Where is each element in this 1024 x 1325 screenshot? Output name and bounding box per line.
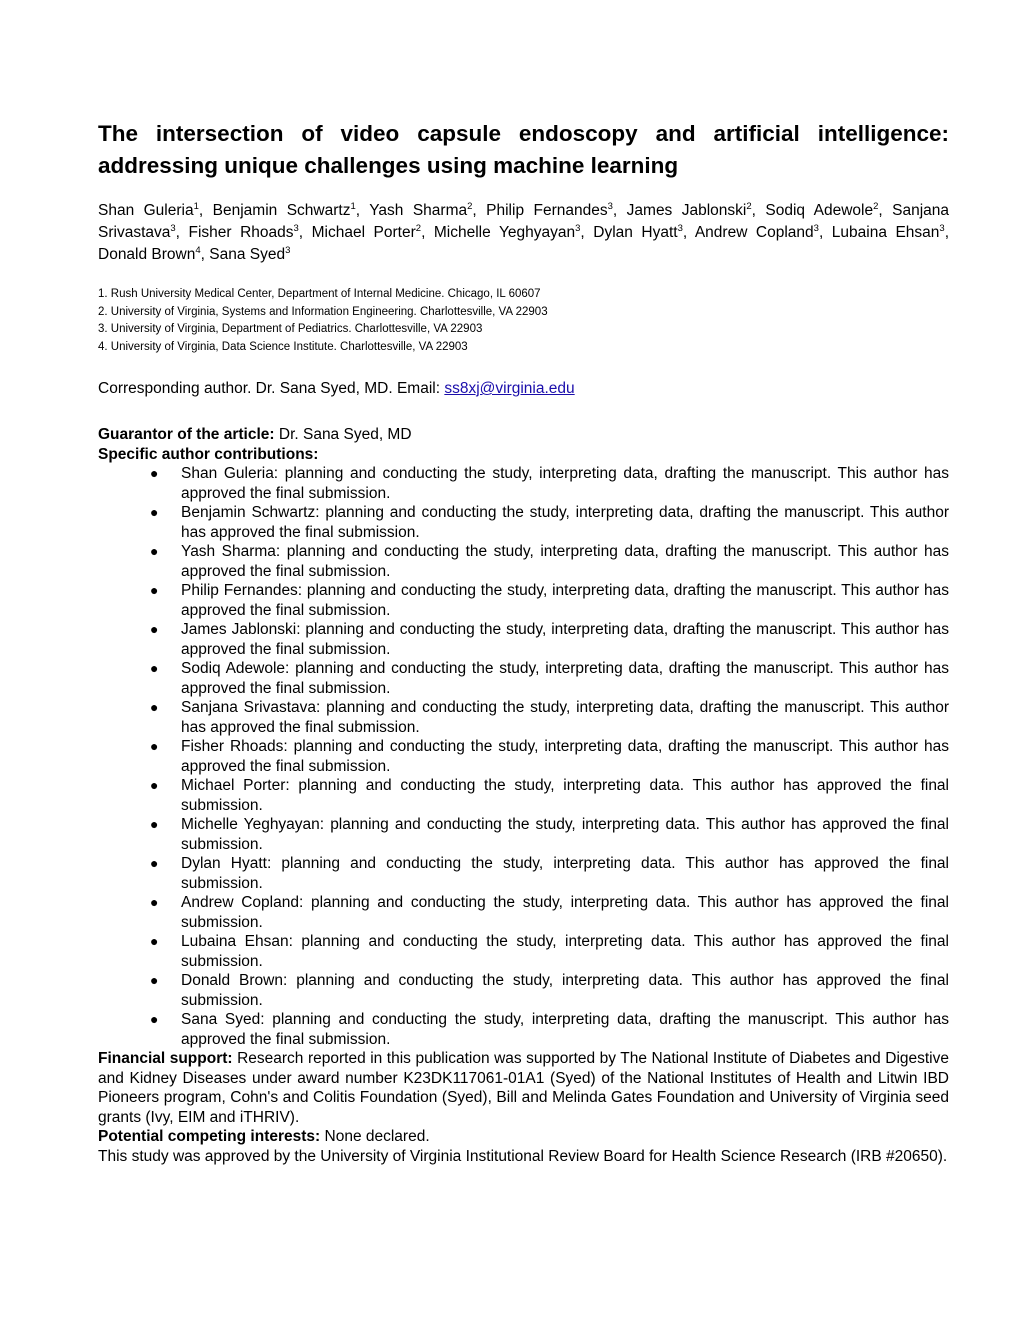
bullet-icon: ●	[150, 621, 159, 637]
author-affiliation-marker: 3	[677, 222, 683, 234]
affiliation-item: 1. Rush University Medical Center, Department of Internal Medicine. Chicago, IL 60607	[98, 288, 541, 300]
corresponding-author-text: Corresponding author. Dr. Sana Syed, MD. Email:	[98, 380, 445, 397]
contributions-heading: Specific author contributions:	[98, 445, 319, 463]
author-name: Sodiq Adewole	[765, 202, 874, 219]
author-name: Michelle Yeghyayan	[433, 224, 576, 241]
author-affiliation-marker: 2	[746, 200, 752, 212]
bullet-icon: ●	[150, 894, 159, 910]
author-name: Michael Porter	[311, 224, 416, 241]
bullet-icon: ●	[150, 465, 159, 481]
author-name: Philip Fernandes	[486, 202, 608, 219]
author-info-block	[98, 425, 949, 1166]
author-affiliation-marker: 3	[285, 244, 291, 256]
paper-title: The intersection of video capsule endoscopy and artificial intelligence: addressing unique challenges using machine learning	[98, 121, 949, 178]
bullet-icon: ●	[150, 1011, 159, 1027]
bullet-icon: ●	[150, 543, 159, 559]
author-affiliation-marker: 2	[415, 222, 422, 234]
contribution-text: Shan Guleria: planning and conducting the study, interpreting data, drafting the manuscript. This author has approved the final submission.	[181, 465, 949, 502]
corresponding-author	[98, 378, 949, 400]
author-affiliation-marker: 3	[939, 222, 945, 234]
affiliation-item: 2. University of Virginia, Systems and Information Engineering. Charlottesville, VA 22903	[98, 305, 548, 318]
contribution-text: Michael Porter: planning and conducting the study, interpreting data. This author has approved the final submission.	[181, 777, 949, 814]
bullet-icon: ●	[150, 582, 159, 598]
affiliation-item: 4. University of Virginia, Data Science Institute. Charlottesville, VA 22903	[98, 340, 468, 353]
financial-support	[98, 1049, 949, 1127]
contribution-text: Philip Fernandes: planning and conducting the study, interpreting data, drafting the manuscript. This author has approved the final submission.	[181, 582, 949, 619]
author-affiliation-marker: 3	[607, 200, 613, 212]
affiliation-list	[98, 286, 949, 356]
author-name: Yash Sharma	[369, 202, 468, 219]
contribution-item	[98, 620, 949, 659]
author-affiliation-marker: 2	[873, 200, 879, 212]
irb-statement: This study was approved by the University of Virginia Institutional Review Board for Health Science Research (IRB #20650).	[98, 1147, 948, 1165]
author-name: Sana Syed	[209, 246, 286, 263]
contribution-item	[98, 932, 949, 971]
contribution-text: Donald Brown: planning and conducting the study, interpreting data. This author has approved the final submission.	[181, 972, 949, 1009]
contribution-item	[98, 581, 949, 620]
author-name: Dylan Hyatt	[593, 224, 678, 241]
guarantor-value: Dr. Sana Syed, MD	[274, 426, 412, 443]
bullet-icon: ●	[150, 972, 159, 988]
author-name: Andrew Copland	[694, 224, 814, 241]
contribution-text: Dylan Hyatt: planning and conducting the study, interpreting data. This author has approved the final submission.	[181, 855, 949, 892]
contribution-text: Fisher Rhoads: planning and conducting the study, interpreting data, drafting the manuscript. This author has approved the final submission.	[181, 738, 949, 775]
bullet-icon: ●	[150, 660, 159, 676]
contribution-item	[98, 854, 949, 893]
author-affiliation-marker: 1	[350, 200, 356, 212]
competing-label: Potential competing interests:	[98, 1128, 321, 1145]
contribution-text: Sanjana Srivastava: planning and conducting the study, interpreting data, drafting the manuscript. This author has approved the final submission.	[181, 699, 949, 736]
contribution-item	[98, 737, 949, 776]
email-link[interactable]: ss8xj@virginia.edu	[444, 380, 575, 397]
author-name: Benjamin Schwartz	[212, 202, 351, 219]
author-affiliation-marker: 3	[293, 222, 299, 234]
contribution-text: James Jablonski: planning and conducting the study, interpreting data, drafting the manuscript. This author has approved the final submission.	[181, 621, 949, 658]
contribution-item	[98, 698, 949, 737]
competing-interests	[98, 1127, 949, 1147]
contribution-text: Andrew Copland: planning and conducting the study, interpreting data. This author has approved the final submission.	[181, 894, 949, 931]
author-affiliation-marker: 4	[195, 244, 201, 256]
author-affiliation-marker: 2	[467, 200, 473, 212]
author-affiliation-marker: 3	[813, 222, 819, 234]
author-name: Donald Brown	[98, 246, 196, 263]
author-name: Shan Guleria	[98, 202, 194, 219]
contribution-item	[98, 776, 949, 815]
contribution-item	[98, 464, 949, 503]
contribution-item	[98, 971, 949, 1010]
author-affiliation-marker: 3	[575, 222, 581, 234]
financial-text: Research reported in this publication was supported by The National Institute of Diabetes and Digestive and Kidney Diseases under award number K23DK117061-01A1 (Syed) of the National Institutes of Health and Litwin IBD Pioneers program, Cohn's and Colitis Foundation (Syed), Bill and Melinda Gates Foundation and University of Virginia seed grants (Ivy, EIM and iTHRIV).	[98, 1050, 949, 1126]
author-name: James Jablonski	[626, 202, 747, 219]
author-affiliation-marker: 1	[193, 200, 199, 212]
guarantor-line	[98, 425, 949, 445]
bullet-icon: ●	[150, 855, 159, 871]
author-list: Shan Guleria$^1$, Benjamin Schwartz$^1$, Yash Sharma$^2$, Philip Fernandes$^3$, James Jablonski$^2$, Sodiq Adewole$^2$, Sanjana Srivastava$^3$, Fisher Rhoads$^3$, Michael Porter$^2$, Michelle Yeghyayan$^3$, Dylan Hyatt$^3$, Andrew Copland$^3$, Lubaina Ehsan$^3$, Donald Brown$^4$, Sana Syed$^3$	[98, 200, 950, 263]
contribution-item	[98, 542, 949, 581]
contribution-item	[98, 659, 949, 698]
contribution-item	[98, 815, 949, 854]
contributions-list	[98, 464, 949, 1049]
bullet-icon: ●	[150, 699, 159, 715]
author-name: Sanjana Srivastava	[98, 202, 950, 241]
bullet-icon: ●	[150, 777, 159, 793]
competing-value: None declared.	[320, 1128, 430, 1145]
contribution-text: Lubaina Ehsan: planning and conducting the study, interpreting data. This author has approved the final submission.	[181, 933, 949, 970]
bullet-icon: ●	[150, 816, 159, 832]
author-affiliation-marker: 3	[170, 222, 176, 234]
guarantor-label: Guarantor of the article:	[98, 426, 275, 443]
contribution-item	[98, 1010, 949, 1049]
contribution-text: Sodiq Adewole: planning and conducting the study, interpreting data, drafting the manuscript. This author has approved the final submission.	[181, 660, 949, 697]
bullet-icon: ●	[150, 504, 159, 520]
contribution-item	[98, 893, 949, 932]
contribution-text: Benjamin Schwartz: planning and conducting the study, interpreting data, drafting the manuscript. This author has approved the final submission.	[181, 504, 949, 541]
author-name: Lubaina Ehsan	[831, 224, 940, 241]
financial-label: Financial support:	[98, 1050, 233, 1067]
bullet-icon: ●	[150, 933, 159, 949]
author-name: Fisher Rhoads	[188, 224, 294, 241]
affiliation-item: 3. University of Virginia, Department of Pediatrics. Charlottesville, VA 22903	[98, 323, 483, 335]
page-content	[98, 118, 949, 1166]
contribution-text: Michelle Yeghyayan: planning and conducting the study, interpreting data. This author has approved the final submission.	[181, 816, 949, 853]
contribution-text: Yash Sharma: planning and conducting the study, interpreting data, drafting the manuscript. This author has approved the final submission.	[181, 543, 949, 580]
bullet-icon: ●	[150, 738, 159, 754]
contribution-item	[98, 503, 949, 542]
contribution-text: Sana Syed: planning and conducting the study, interpreting data, drafting the manuscript. This author has approved the final submission.	[181, 1011, 949, 1048]
